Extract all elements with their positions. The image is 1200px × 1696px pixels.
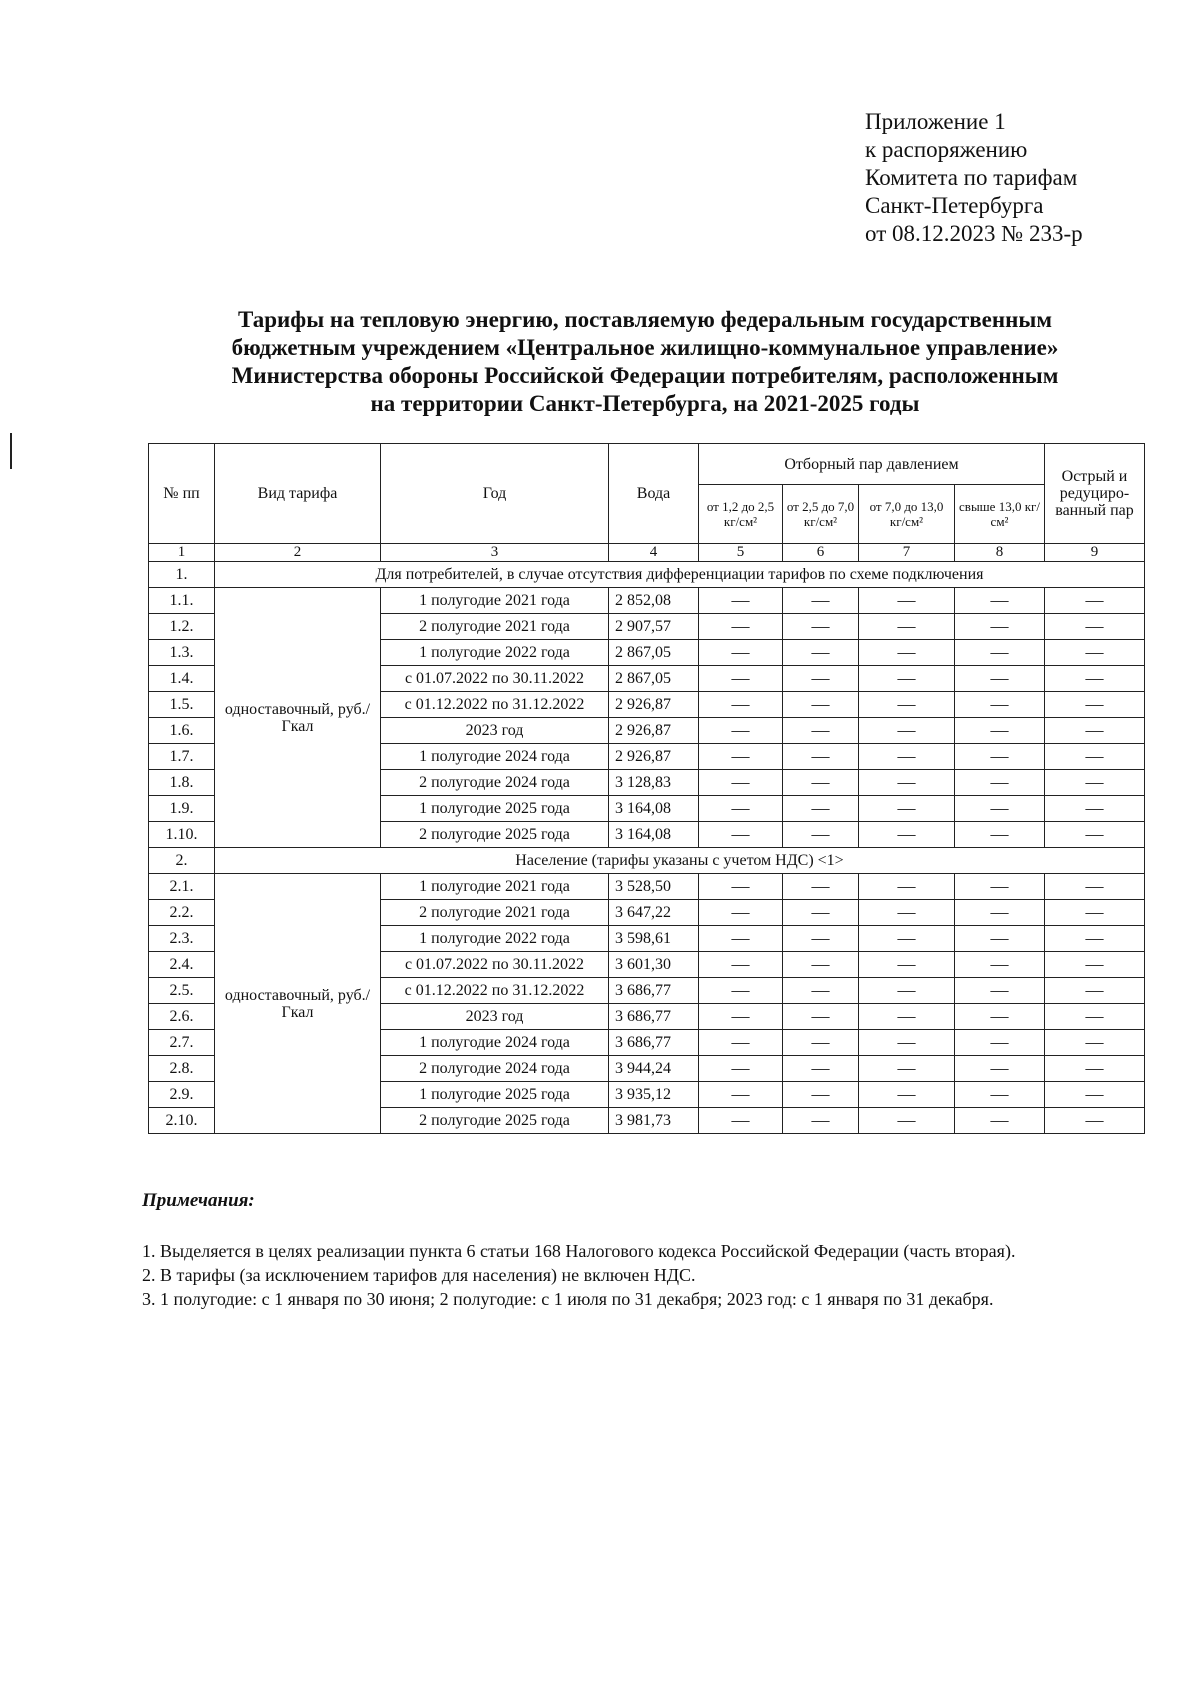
period-cell: 2 полугодие 2021 года — [381, 900, 609, 926]
appendix-block — [865, 108, 1083, 248]
row-num: 2.10. — [149, 1108, 215, 1134]
row-num: 1.2. — [149, 614, 215, 640]
empty-dash-cell: — — [1045, 1004, 1145, 1030]
empty-dash-cell: — — [1045, 1056, 1145, 1082]
water-tariff-cell: 2 926,87 — [609, 744, 699, 770]
empty-dash-cell: — — [783, 640, 859, 666]
period-cell: с 01.07.2022 по 30.11.2022 — [381, 666, 609, 692]
tariff-type-cell: одноставочный, руб./Гкал — [215, 874, 381, 1134]
period-cell: 1 полугодие 2025 года — [381, 1082, 609, 1108]
water-tariff-cell: 3 164,08 — [609, 796, 699, 822]
water-tariff-cell: 3 686,77 — [609, 1004, 699, 1030]
section-title: Для потребителей, в случае отсутствия дифференциации тарифов по схеме подключения — [215, 562, 1145, 588]
empty-dash-cell: — — [699, 926, 783, 952]
empty-dash-cell: — — [783, 692, 859, 718]
period-cell: с 01.12.2022 по 31.12.2022 — [381, 978, 609, 1004]
empty-dash-cell: — — [955, 1030, 1045, 1056]
empty-dash-cell: — — [1045, 978, 1145, 1004]
empty-dash-cell: — — [783, 614, 859, 640]
column-number: 1 — [149, 544, 215, 562]
period-cell: 1 полугодие 2022 года — [381, 640, 609, 666]
appendix-line: Комитета по тарифам — [865, 165, 1078, 190]
row-num: 2.4. — [149, 952, 215, 978]
water-tariff-cell: 3 598,61 — [609, 926, 699, 952]
row-num: 1.3. — [149, 640, 215, 666]
title-line: бюджетным учреждением «Центральное жилищно-коммунальное управление» — [231, 335, 1059, 360]
empty-dash-cell: — — [859, 978, 955, 1004]
period-cell: 2 полугодие 2025 года — [381, 822, 609, 848]
header-sharp-steam: Острый и редуциро-ванный пар — [1045, 444, 1145, 544]
empty-dash-cell: — — [955, 952, 1045, 978]
water-tariff-cell: 3 944,24 — [609, 1056, 699, 1082]
empty-dash-cell: — — [859, 588, 955, 614]
empty-dash-cell: — — [1045, 1108, 1145, 1134]
appendix-line: Приложение 1 — [865, 109, 1006, 134]
empty-dash-cell: — — [699, 874, 783, 900]
water-tariff-cell: 3 528,50 — [609, 874, 699, 900]
empty-dash-cell: — — [859, 1108, 955, 1134]
table-row — [149, 588, 1145, 614]
empty-dash-cell: — — [699, 692, 783, 718]
empty-dash-cell: — — [859, 718, 955, 744]
water-tariff-cell: 3 601,30 — [609, 952, 699, 978]
section-num: 1. — [149, 562, 215, 588]
empty-dash-cell: — — [859, 1056, 955, 1082]
empty-dash-cell: — — [699, 796, 783, 822]
empty-dash-cell: — — [699, 822, 783, 848]
period-cell: 2023 год — [381, 1004, 609, 1030]
notes-title: Примечания: — [142, 1190, 255, 1211]
empty-dash-cell: — — [783, 822, 859, 848]
empty-dash-cell: — — [699, 640, 783, 666]
empty-dash-cell: — — [1045, 1082, 1145, 1108]
empty-dash-cell: — — [955, 640, 1045, 666]
empty-dash-cell: — — [699, 1056, 783, 1082]
column-number: 7 — [859, 544, 955, 562]
empty-dash-cell: — — [859, 874, 955, 900]
empty-dash-cell: — — [783, 952, 859, 978]
empty-dash-cell: — — [699, 1030, 783, 1056]
empty-dash-cell: — — [1045, 926, 1145, 952]
header-steam-4: свыше 13,0 кг/см² — [955, 485, 1045, 544]
notes-block — [142, 1240, 1122, 1312]
row-num: 2.8. — [149, 1056, 215, 1082]
water-tariff-cell: 2 926,87 — [609, 718, 699, 744]
empty-dash-cell: — — [1045, 588, 1145, 614]
empty-dash-cell: — — [1045, 640, 1145, 666]
empty-dash-cell: — — [1045, 822, 1145, 848]
water-tariff-cell: 3 686,77 — [609, 978, 699, 1004]
tariff-type-cell: одноставочный, руб./Гкал — [215, 588, 381, 848]
empty-dash-cell: — — [1045, 952, 1145, 978]
row-num: 1.8. — [149, 770, 215, 796]
empty-dash-cell: — — [859, 952, 955, 978]
row-num: 2.3. — [149, 926, 215, 952]
row-num: 2.1. — [149, 874, 215, 900]
empty-dash-cell: — — [783, 978, 859, 1004]
empty-dash-cell: — — [955, 718, 1045, 744]
empty-dash-cell: — — [783, 770, 859, 796]
empty-dash-cell: — — [859, 640, 955, 666]
empty-dash-cell: — — [859, 614, 955, 640]
water-tariff-cell: 2 867,05 — [609, 666, 699, 692]
empty-dash-cell: — — [1045, 614, 1145, 640]
header-steam-group: Отборный пар давлением — [699, 444, 1045, 485]
period-cell: 2 полугодие 2024 года — [381, 770, 609, 796]
empty-dash-cell: — — [859, 1030, 955, 1056]
row-num: 2.5. — [149, 978, 215, 1004]
row-num: 1.7. — [149, 744, 215, 770]
row-num: 1.9. — [149, 796, 215, 822]
empty-dash-cell: — — [1045, 796, 1145, 822]
empty-dash-cell: — — [859, 770, 955, 796]
period-cell: с 01.12.2022 по 31.12.2022 — [381, 692, 609, 718]
period-cell: 1 полугодие 2025 года — [381, 796, 609, 822]
section-title: Население (тарифы указаны с учетом НДС) <1> — [215, 848, 1145, 874]
row-num: 1.10. — [149, 822, 215, 848]
empty-dash-cell: — — [859, 1004, 955, 1030]
column-number-row — [149, 544, 1145, 562]
water-tariff-cell: 2 867,05 — [609, 640, 699, 666]
water-tariff-cell: 2 907,57 — [609, 614, 699, 640]
empty-dash-cell: — — [699, 900, 783, 926]
empty-dash-cell: — — [859, 796, 955, 822]
empty-dash-cell: — — [955, 1004, 1045, 1030]
water-tariff-cell: 3 128,83 — [609, 770, 699, 796]
title-line: Министерства обороны Российской Федерации потребителям, расположенным — [231, 363, 1059, 388]
empty-dash-cell: — — [859, 1082, 955, 1108]
empty-dash-cell: — — [699, 1082, 783, 1108]
column-number: 6 — [783, 544, 859, 562]
period-cell: 1 полугодие 2024 года — [381, 1030, 609, 1056]
note-item: 1. Выделяется в целях реализации пункта 6 статьи 168 Налогового кодекса Российской Федерации (часть вторая). — [142, 1241, 1016, 1261]
empty-dash-cell: — — [859, 822, 955, 848]
empty-dash-cell: — — [955, 900, 1045, 926]
empty-dash-cell: — — [699, 978, 783, 1004]
appendix-line: от 08.12.2023 № 233-р — [865, 221, 1083, 246]
empty-dash-cell: — — [955, 1082, 1045, 1108]
note-item: 2. В тарифы (за исключением тарифов для населения) не включен НДС. — [142, 1265, 696, 1285]
empty-dash-cell: — — [783, 900, 859, 926]
empty-dash-cell: — — [955, 874, 1045, 900]
empty-dash-cell: — — [955, 770, 1045, 796]
empty-dash-cell: — — [955, 588, 1045, 614]
empty-dash-cell: — — [783, 744, 859, 770]
period-cell: 1 полугодие 2024 года — [381, 744, 609, 770]
period-cell: 2 полугодие 2021 года — [381, 614, 609, 640]
row-num: 1.6. — [149, 718, 215, 744]
note-item: 3. 1 полугодие: с 1 января по 30 июня; 2 полугодие: с 1 июля по 31 декабря; 2023 год: с 1 января по 31 декабря. — [142, 1289, 994, 1309]
row-num: 2.9. — [149, 1082, 215, 1108]
header-water: Вода — [609, 444, 699, 544]
empty-dash-cell: — — [1045, 744, 1145, 770]
scan-mark — [10, 433, 12, 469]
header-row — [149, 444, 1145, 485]
section-row — [149, 562, 1145, 588]
column-number: 4 — [609, 544, 699, 562]
empty-dash-cell: — — [1045, 874, 1145, 900]
empty-dash-cell: — — [783, 718, 859, 744]
row-num: 1.1. — [149, 588, 215, 614]
empty-dash-cell: — — [783, 1056, 859, 1082]
period-cell: 2023 год — [381, 718, 609, 744]
empty-dash-cell: — — [955, 614, 1045, 640]
section-row — [149, 848, 1145, 874]
water-tariff-cell: 3 164,08 — [609, 822, 699, 848]
empty-dash-cell: — — [783, 796, 859, 822]
water-tariff-cell: 3 686,77 — [609, 1030, 699, 1056]
empty-dash-cell: — — [783, 588, 859, 614]
header-tariff-type: Вид тарифа — [215, 444, 381, 544]
empty-dash-cell: — — [783, 926, 859, 952]
water-tariff-cell: 3 981,73 — [609, 1108, 699, 1134]
empty-dash-cell: — — [1045, 770, 1145, 796]
column-number: 9 — [1045, 544, 1145, 562]
empty-dash-cell: — — [699, 614, 783, 640]
header-num: № пп — [149, 444, 215, 544]
empty-dash-cell: — — [955, 1056, 1045, 1082]
title-line: Тарифы на тепловую энергию, поставляемую федеральным государственным — [237, 307, 1053, 332]
section-num: 2. — [149, 848, 215, 874]
empty-dash-cell: — — [783, 1004, 859, 1030]
period-cell: с 01.07.2022 по 30.11.2022 — [381, 952, 609, 978]
header-steam-1: от 1,2 до 2,5 кг/см² — [699, 485, 783, 544]
row-num: 1.4. — [149, 666, 215, 692]
empty-dash-cell: — — [955, 978, 1045, 1004]
empty-dash-cell: — — [699, 1108, 783, 1134]
table-row — [149, 874, 1145, 900]
period-cell: 1 полугодие 2021 года — [381, 874, 609, 900]
empty-dash-cell: — — [955, 822, 1045, 848]
water-tariff-cell: 2 852,08 — [609, 588, 699, 614]
water-tariff-cell: 3 935,12 — [609, 1082, 699, 1108]
empty-dash-cell: — — [955, 796, 1045, 822]
empty-dash-cell: — — [783, 666, 859, 692]
empty-dash-cell: — — [783, 1030, 859, 1056]
empty-dash-cell: — — [955, 744, 1045, 770]
empty-dash-cell: — — [859, 744, 955, 770]
empty-dash-cell: — — [1045, 1030, 1145, 1056]
empty-dash-cell: — — [955, 666, 1045, 692]
empty-dash-cell: — — [699, 1004, 783, 1030]
row-num: 2.7. — [149, 1030, 215, 1056]
empty-dash-cell: — — [859, 666, 955, 692]
water-tariff-cell: 3 647,22 — [609, 900, 699, 926]
empty-dash-cell: — — [859, 900, 955, 926]
header-year: Год — [381, 444, 609, 544]
period-cell: 2 полугодие 2025 года — [381, 1108, 609, 1134]
empty-dash-cell: — — [699, 718, 783, 744]
column-number: 2 — [215, 544, 381, 562]
empty-dash-cell: — — [699, 770, 783, 796]
water-tariff-cell: 2 926,87 — [609, 692, 699, 718]
empty-dash-cell: — — [1045, 718, 1145, 744]
row-num: 1.5. — [149, 692, 215, 718]
empty-dash-cell: — — [783, 1082, 859, 1108]
empty-dash-cell: — — [699, 588, 783, 614]
empty-dash-cell: — — [783, 874, 859, 900]
empty-dash-cell: — — [1045, 900, 1145, 926]
document-title — [140, 306, 1150, 418]
title-line: на территории Санкт-Петербурга, на 2021-2025 годы — [370, 391, 920, 416]
empty-dash-cell: — — [699, 744, 783, 770]
empty-dash-cell: — — [699, 666, 783, 692]
appendix-line: к распоряжению — [865, 137, 1028, 162]
header-steam-3: от 7,0 до 13,0 кг/см² — [859, 485, 955, 544]
empty-dash-cell: — — [955, 926, 1045, 952]
empty-dash-cell: — — [859, 926, 955, 952]
empty-dash-cell: — — [1045, 692, 1145, 718]
column-number: 5 — [699, 544, 783, 562]
empty-dash-cell: — — [699, 952, 783, 978]
appendix-line: Санкт-Петербурга — [865, 193, 1044, 218]
column-number: 8 — [955, 544, 1045, 562]
empty-dash-cell: — — [1045, 666, 1145, 692]
empty-dash-cell: — — [783, 1108, 859, 1134]
empty-dash-cell: — — [955, 692, 1045, 718]
row-num: 2.6. — [149, 1004, 215, 1030]
period-cell: 2 полугодие 2024 года — [381, 1056, 609, 1082]
empty-dash-cell: — — [859, 692, 955, 718]
header-steam-2: от 2,5 до 7,0 кг/см² — [783, 485, 859, 544]
column-number: 3 — [381, 544, 609, 562]
period-cell: 1 полугодие 2021 года — [381, 588, 609, 614]
row-num: 2.2. — [149, 900, 215, 926]
tariff-table — [148, 443, 1145, 1134]
period-cell: 1 полугодие 2022 года — [381, 926, 609, 952]
empty-dash-cell: — — [955, 1108, 1045, 1134]
